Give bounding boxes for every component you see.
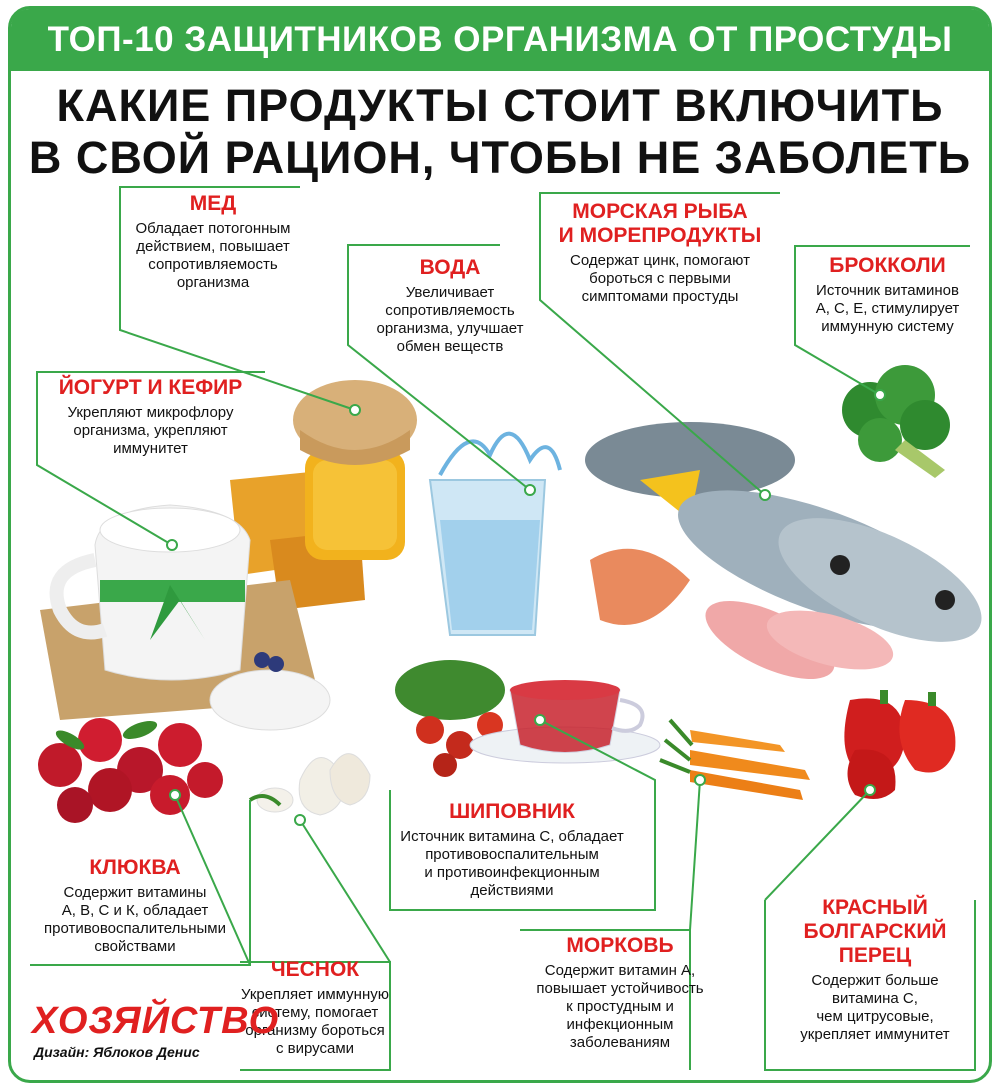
rosehip-tea-image [395,660,660,777]
note-klyukva [20,856,250,956]
note-voda-text: Увеличивает сопротивляемость организма, улучшает обмен веществ [376,284,524,355]
note-med [118,192,308,292]
garlic-image [250,754,370,815]
note-brokkoli-text: Источник витаминов А, С, Е, стимулирует иммунную систему [815,282,960,335]
note-voda-title: ВОДА [419,256,481,279]
design-credit: Дизайн: Яблоков Денис [34,1044,200,1060]
note-morkov-title: МОРКОВЬ [566,934,674,957]
note-perec-title: КРАСНЫЙ БОЛГАРСКИЙ ПЕРЕЦ [803,896,947,967]
note-ryba-title: МОРСКАЯ РЫБА И МОРЕПРОДУКТЫ [558,200,762,247]
note-brokkoli-title: БРОККОЛИ [829,254,946,277]
note-ryba [540,200,780,306]
headline-line-2: В СВОЙ РАЦИОН, ЧТОБЫ НЕ ЗАБОЛЕТЬ [28,132,972,183]
note-ryba-text: Содержат цинк, помогают бороться с первыми симптомами простуды [570,252,750,305]
publisher-logo: ХОЗЯЙСТВО [32,1000,280,1042]
headline-line-1: КАКИЕ ПРОДУКТЫ СТОИТ ВКЛЮЧИТЬ [56,80,944,131]
note-yogurt-title: ЙОГУРТ И КЕФИР [58,376,243,399]
carrots-image [660,720,810,800]
note-voda [350,256,550,356]
seafood-image [585,422,999,695]
top-banner: ТОП-10 ЗАЩИТНИКОВ ОРГАНИЗМА ОТ ПРОСТУДЫ [11,9,989,71]
note-chesnok-title: ЧЕСНОК [270,958,360,981]
note-perec-text: Содержит больше витамина С, чем цитрусовые, укрепляет иммунитет [800,972,950,1043]
note-brokkoli [795,254,980,336]
note-shipovnik [382,800,642,900]
note-klyukva-text: Содержит витамины А, В, С и К, обладает противовоспалительными свойствами [44,884,226,955]
cranberries-image [38,717,223,823]
note-yogurt-text: Укрепляют микрофлору организма, укрепляют иммунитет [67,404,234,457]
note-med-text: Обладает потогонным действием, повышает сопротивляемость организма [135,220,291,291]
note-morkov [510,934,730,1052]
note-yogurt [38,376,263,458]
note-shipovnik-text: Источник витамина С, обладает противовоспалительным и противоинфекционным действиями [400,828,624,899]
note-perec [770,896,980,1044]
note-med-title: МЕД [189,192,237,215]
bell-peppers-image [844,690,955,799]
note-chesnok-text: Укрепляет иммунную систему, помогает организму бороться с вирусами [241,986,389,1057]
note-klyukva-title: КЛЮКВА [89,856,181,879]
note-morkov-text: Содержит витамин А, повышает устойчивость к простудным и инфекционным заболеваниям [536,962,704,1051]
water-glass-image [430,434,560,635]
note-shipovnik-title: ШИПОВНИК [449,800,575,823]
